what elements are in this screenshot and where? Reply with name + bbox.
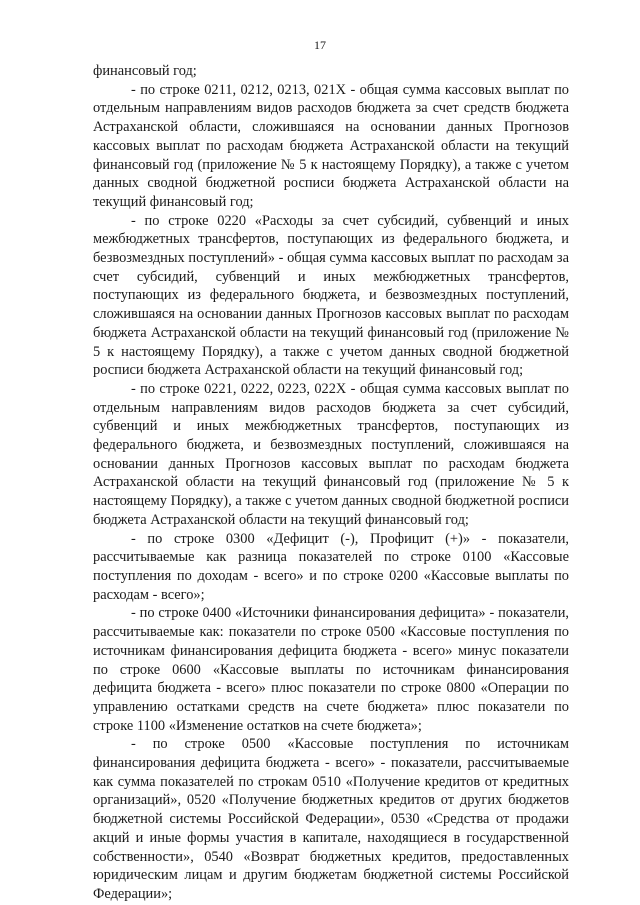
paragraph-line-0221: - по строке 0221, 0222, 0223, 022X - общая сумма кассовых выплат по отдельным направлениям видов расходов бюджета за счет субсидий, субвенций и иных межбюджетных трансфертов, поступающих из федерального бюджета, и безвозмездных поступлений, сложившаяся на основании данных Прогнозов кассовых выплат по расходам бюджета Астраханской области на текущий финансовый год (приложение № 5 к настоящему Порядку), а также с учетом данных сводной бюджетной росписи бюджета Астраханской области на текущий финансовый год; bbox=[93, 380, 569, 528]
paragraph-line-0211: - по строке 0211, 0212, 0213, 021X - общая сумма кассовых выплат по отдельным направлениям видов расходов бюджета за счет средств бюджета Астраханской области, сложившаяся на основании данных Прогнозов кассовых выплат по расходам бюджета Астраханской области на текущий финансовый год (приложение № 5 к настоящему Порядку), а также с учетом данных сводной бюджетной росписи бюджета Астраханской области на текущий финансовый год; bbox=[93, 81, 569, 210]
paragraph-line-0220: - по строке 0220 «Расходы за счет субсидий, субвенций и иных межбюджетных трансфертов, поступающих из федерального бюджета, и безвозмездных поступлений» - общая сумма кассовых выплат по расходам за счет субсидий, субвенций и иных межбюджетных трансфертов, поступающих из федерального бюджета, и безвозмездных поступлений, сложившаяся на основании данных Прогнозов кассовых выплат по расходам бюджета Астраханской области на текущий финансовый год (приложение № 5 к настоящему Порядку), а также с учетом данных сводной бюджетной росписи бюджета Астраханской области на текущий финансовый год; bbox=[93, 212, 569, 379]
paragraph-line-0300: - по строке 0300 «Дефицит (-), Профицит (+)» - показатели, рассчитываемые как разница показателей по строке 0100 «Кассовые поступления по доходам - всего» и по строке 0200 «Кассовые выплаты по расходам - всего»; bbox=[93, 530, 569, 603]
page-number: 17 bbox=[314, 38, 326, 52]
body-text bbox=[93, 62, 569, 904]
paragraph-line-0400: - по строке 0400 «Источники финансирования дефицита» - показатели, рассчитываемые как: показатели по строке 0500 «Кассовые поступления по источникам финансирования дефицита бюджета - всего» минус показатели по строке 0600 «Кассовые выплаты по источникам финансирования дефицита бюджета - всего» плюс показатели по строке 0800 «Операции по управлению остатками средств на счете бюджета» плюс показатели по строке 1100 «Изменение остатков на счете бюджета»; bbox=[93, 605, 569, 734]
paragraph-line-0500: - по строке 0500 «Кассовые поступления по источникам финансирования дефицита бюджета - всего» - показатели, рассчитываемые как сумма показателей по строкам 0510 «Получение кредитов от кредитных организаций», 0520 «Получение бюджетных кредитов от других бюджетов бюджетной системы Российской Федерации», 0530 «Средства от продажи акций и иные формы участия в капитале, находящиеся в государственной собственности», 0540 «Возврат бюджетных кредитов, предоставленных юридическим лицам и другим бюджетам бюджетной системы Российской Федерации»; bbox=[93, 736, 569, 902]
paragraph-continuation: финансовый год; bbox=[93, 63, 197, 79]
